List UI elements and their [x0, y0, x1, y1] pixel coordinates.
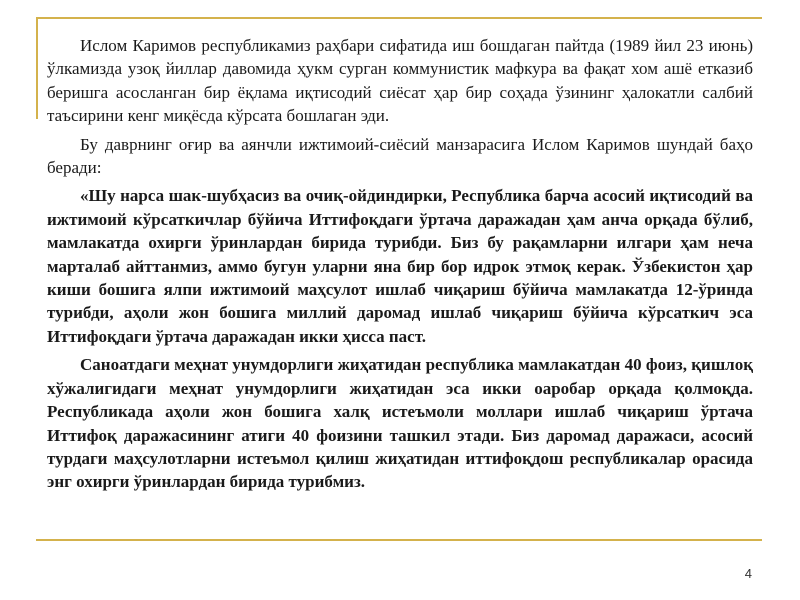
- paragraph-quote-part-2: Саноатдаги меҳнат унумдорлиги жиҳатидан республика мамлакатдан 40 фоиз, қишлоқ хўжалигидаги меҳнат унумдорлиги жиҳатидан эса икки оаробар орқада қолмоқда. Республикада аҳоли жон бошига халқ истеъмоли моллари ишлаб чиқариш ўртача Иттифоқ даражасининг атиги 40 фоизини ташкил этади. Биз даромад даражаси, асосий турдаги маҳсулотларни истеъмол қилиш жиҳатидан иттифоқдош республикалар орасида энг охирги ўринлардан бирида турибмиз.: [47, 355, 753, 492]
- paragraph-lead-in: Бу даврнинг оғир ва аянчли ижтимоий-сиёсий манзарасига Ислом Каримов шундай баҳо беради:: [47, 134, 753, 178]
- frame-top-line: [36, 17, 762, 19]
- frame-left-line: [36, 17, 38, 119]
- page-number: 4: [744, 566, 752, 581]
- frame-bottom-line: [36, 539, 762, 541]
- slide-text-body: [47, 34, 753, 499]
- paragraph-quote-part-1: «Шу нарса шак-шубҳасиз ва очиқ-ойдиндирки, Республика барча асосий иқтисодий ва ижтимоий кўрсаткичлар бўйича Иттифоқдаги ўртача даражадан ҳам анча орқада бўлиб, мамлакатда охирги ўринлардан бирида турибди. Биз бу рақамларни илгари ҳам неча марталаб айттанмиз, аммо бугун уларни яна бир бор идрок этмоқ керак. Ўзбекистон ҳар киши бошига ялпи ижтимоий маҳсулот ишлаб чиқариш бўйича мамлакатда 12-ўринда турибди, аҳоли жон бошига миллий даромад ишлаб чиқариш бўйича кўрсаткич эса Иттифоқдаги ўртача даражадан икки ҳисса паст.: [47, 186, 753, 346]
- paragraph-intro: Ислом Каримов республикамиз раҳбари сифатида иш бошдаган пайтда (1989 йил 23 июнь) ўлкамизда узоқ йиллар давомида ҳукм сурган коммунистик мафкура ва фақат хом ашё етказиб беришга асосланган бир ёқлама иқтисодий сиёсат ҳар бир соҳада ўзининг ҳалокатли салбий таъсирини кенг миқёсда кўрсата бошлаган эди.: [47, 36, 753, 126]
